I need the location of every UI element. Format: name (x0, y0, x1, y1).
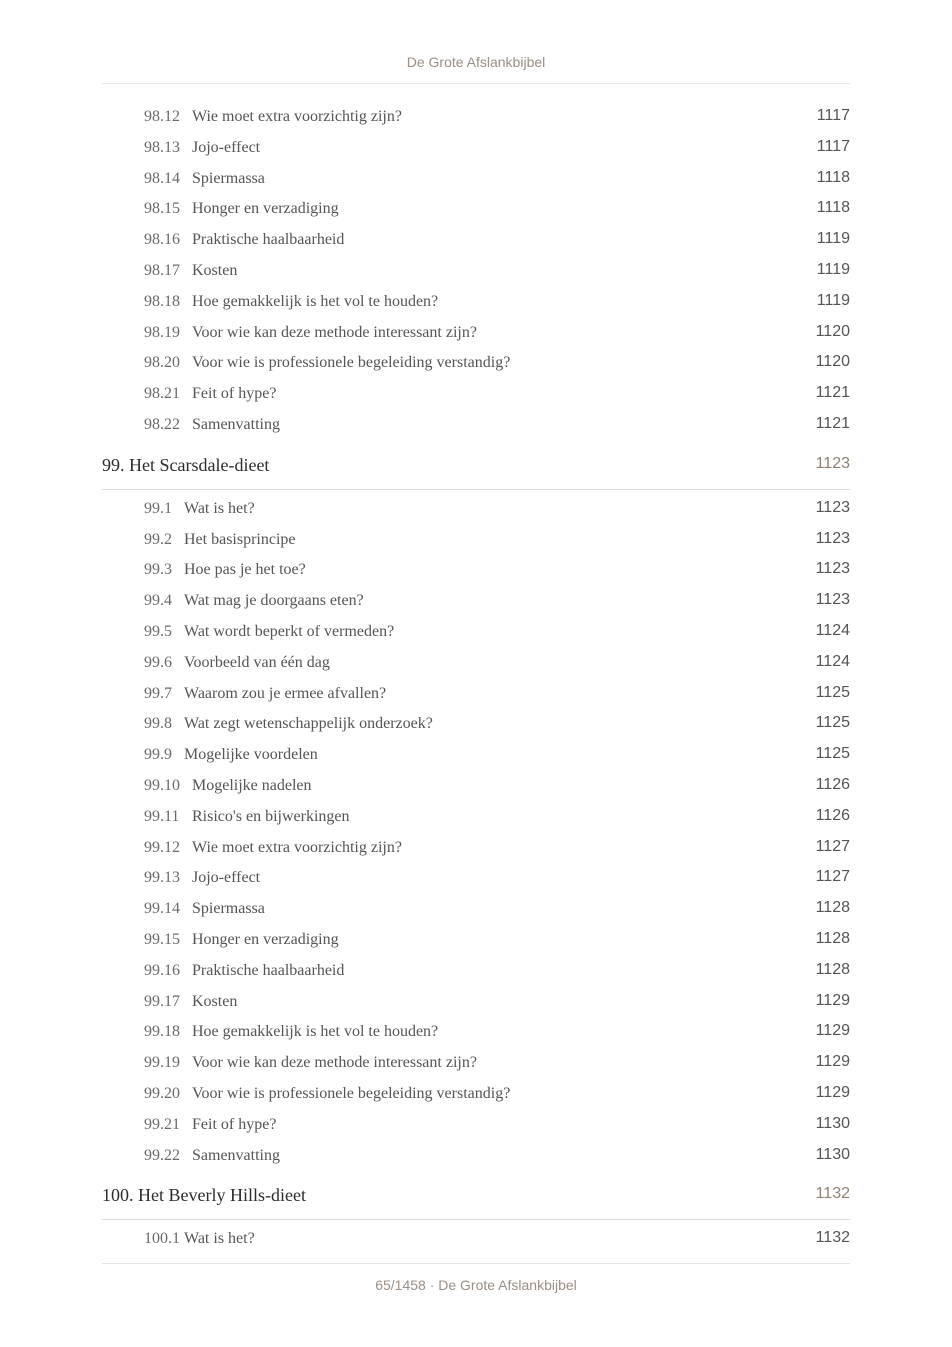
section-page-number: 1124 (815, 652, 850, 670)
section-number: 100.1 (144, 1230, 180, 1248)
section-number: 99.12 (144, 838, 180, 856)
section-title: Voor wie kan deze methode interessant zijn? (192, 1054, 477, 1072)
table-of-contents (102, 102, 850, 1255)
section-number: 99.10 (144, 776, 180, 794)
section-page-number: 1118 (816, 199, 850, 217)
section-page-number: 1124 (815, 621, 850, 639)
section-title: Mogelijke nadelen (192, 776, 312, 794)
section-title: Samenvatting (192, 415, 280, 433)
section-title: Hoe gemakkelijk is het vol te houden? (192, 292, 439, 310)
toc-entry[interactable] (102, 1141, 850, 1172)
section-title: Hoe pas je het toe? (184, 561, 306, 579)
section-number: 99.11 (144, 807, 180, 825)
section-title: Spiermassa (192, 900, 265, 918)
section-number: 99.20 (144, 1084, 180, 1102)
section-page-number: 1121 (815, 384, 850, 402)
toc-entry[interactable] (102, 318, 850, 349)
toc-entry[interactable] (102, 225, 850, 256)
toc-entry[interactable] (102, 956, 850, 987)
section-title: Wat wordt beperkt of vermeden? (184, 622, 395, 640)
toc-entry[interactable] (102, 102, 850, 133)
section-title: Wat is het? (184, 1230, 255, 1248)
section-title: Wie moet extra voorzichtig zijn? (192, 838, 402, 856)
toc-entry[interactable] (102, 679, 850, 710)
toc-entry[interactable] (102, 802, 850, 833)
page-footer (102, 1263, 850, 1293)
toc-entry[interactable] (102, 771, 850, 802)
section-title: Jojo-effect (192, 869, 261, 887)
section-title: Mogelijke voordelen (184, 746, 318, 764)
section-page-number: 1129 (815, 1022, 850, 1040)
toc-entry[interactable] (102, 617, 850, 648)
section-page-number: 1125 (815, 714, 850, 732)
toc-entry[interactable] (102, 348, 850, 379)
section-page-number: 1117 (816, 137, 850, 155)
toc-entry[interactable] (102, 1110, 850, 1141)
section-page-number: 1130 (815, 1145, 850, 1163)
toc-entry[interactable] (102, 648, 850, 679)
toc-entry[interactable] (102, 1017, 850, 1048)
section-title: Risico's en bijwerkingen (192, 807, 350, 825)
section-title: Samenvatting (192, 1146, 280, 1164)
toc-entry[interactable] (102, 925, 850, 956)
toc-entry[interactable] (102, 256, 850, 287)
section-page-number: 1119 (816, 291, 850, 309)
section-number: 99.18 (144, 1023, 180, 1041)
section-title: Feit of hype? (192, 1115, 277, 1133)
toc-entry[interactable] (102, 379, 850, 410)
section-number: 99.5 (144, 622, 172, 640)
toc-entry[interactable] (102, 494, 850, 525)
section-number: 99.17 (144, 992, 180, 1010)
section-title: Honger en verzadiging (192, 930, 339, 948)
section-page-number: 1120 (815, 322, 850, 340)
section-page-number: 1128 (815, 929, 850, 947)
toc-entry[interactable] (102, 740, 850, 771)
section-number: 98.19 (144, 323, 180, 341)
section-number: 99.6 (144, 653, 172, 671)
section-page-number: 1126 (815, 806, 850, 824)
section-title: Praktische haalbaarheid (192, 231, 345, 249)
toc-entry[interactable] (102, 1079, 850, 1110)
toc-chapter[interactable] (102, 445, 850, 490)
section-page-number: 1117 (816, 107, 850, 124)
section-number: 98.18 (144, 292, 180, 310)
section-number: 98.21 (144, 385, 180, 403)
section-page-number: 1123 (815, 591, 850, 609)
section-number: 99.8 (144, 715, 172, 733)
section-page-number: 1130 (815, 1114, 850, 1132)
section-number: 99.3 (144, 561, 172, 579)
toc-entry[interactable] (102, 555, 850, 586)
toc-entry[interactable] (102, 1224, 850, 1255)
section-title: Voor wie kan deze methode interessant zijn? (192, 323, 477, 341)
section-title: Kosten (192, 992, 238, 1010)
toc-entry[interactable] (102, 287, 850, 318)
toc-entry[interactable] (102, 709, 850, 740)
section-page-number: 1127 (815, 837, 850, 855)
toc-entry[interactable] (102, 194, 850, 225)
section-number: 99.9 (144, 746, 172, 764)
toc-entry[interactable] (102, 164, 850, 195)
toc-entry[interactable] (102, 410, 850, 441)
section-title: Kosten (192, 261, 238, 279)
page-indicator: 65/1458 · De Grote Afslankbijbel (375, 1277, 577, 1293)
section-number: 98.13 (144, 138, 180, 156)
chapter-title: 99. Het Scarsdale-dieet (102, 454, 270, 475)
section-title: Praktische haalbaarheid (192, 961, 345, 979)
toc-entry[interactable] (102, 525, 850, 556)
section-number: 99.15 (144, 930, 180, 948)
section-page-number: 1123 (815, 560, 850, 578)
chapter-page-number: 1132 (815, 1185, 850, 1203)
section-number: 98.14 (144, 169, 180, 187)
section-title: Wat zegt wetenschappelijk onderzoek? (184, 715, 433, 733)
toc-chapter[interactable] (102, 1175, 850, 1220)
section-title: Voorbeeld van één dag (184, 653, 330, 671)
section-number: 99.13 (144, 869, 180, 887)
section-title: Feit of hype? (192, 385, 277, 403)
section-number: 99.4 (144, 592, 172, 610)
toc-entry[interactable] (102, 833, 850, 864)
section-title: Spiermassa (192, 169, 265, 187)
section-number: 98.17 (144, 261, 180, 279)
section-title: Wat mag je doorgaans eten? (184, 592, 364, 610)
section-page-number: 1118 (816, 168, 850, 186)
section-title: Voor wie is professionele begeleiding verstandig? (192, 354, 511, 372)
section-page-number: 1129 (815, 991, 850, 1009)
page-header (102, 52, 850, 84)
section-number: 99.19 (144, 1054, 180, 1072)
section-page-number: 1119 (816, 260, 850, 278)
section-number: 98.22 (144, 415, 180, 433)
section-page-number: 1127 (815, 868, 850, 886)
section-page-number: 1126 (815, 775, 850, 793)
section-page-number: 1125 (815, 683, 850, 701)
section-page-number: 1128 (815, 899, 850, 917)
section-number: 99.2 (144, 530, 172, 548)
section-page-number: 1129 (815, 1083, 850, 1101)
toc-entry[interactable] (102, 987, 850, 1018)
section-page-number: 1129 (815, 1053, 850, 1071)
section-page-number: 1121 (815, 414, 850, 432)
section-number: 99.7 (144, 684, 172, 702)
section-page-number: 1123 (815, 529, 850, 547)
section-title: Voor wie is professionele begeleiding verstandig? (192, 1084, 511, 1102)
section-page-number: 1132 (815, 1229, 850, 1247)
running-title: De Grote Afslankbijbel (406, 54, 546, 70)
section-title: Jojo-effect (192, 138, 261, 156)
section-number: 99.21 (144, 1115, 180, 1133)
section-title: Honger en verzadiging (192, 200, 339, 218)
toc-entry[interactable] (102, 894, 850, 925)
section-page-number: 1120 (815, 353, 850, 371)
section-title: Wat is het? (184, 499, 255, 517)
section-title: Het basisprincipe (184, 530, 296, 548)
section-number: 98.16 (144, 231, 180, 249)
section-number: 99.14 (144, 900, 180, 918)
section-number: 99.16 (144, 961, 180, 979)
toc-entry[interactable] (102, 863, 850, 894)
chapter-page-number: 1123 (815, 454, 850, 472)
section-number: 99.1 (144, 499, 172, 517)
section-number: 98.12 (144, 108, 180, 125)
section-page-number: 1125 (815, 745, 850, 763)
section-page-number: 1119 (816, 230, 850, 248)
section-title: Wie moet extra voorzichtig zijn? (192, 108, 402, 125)
toc-entry[interactable] (102, 586, 850, 617)
section-page-number: 1123 (815, 498, 850, 516)
chapter-title: 100. Het Beverly Hills-dieet (102, 1185, 306, 1206)
section-number: 99.22 (144, 1146, 180, 1164)
toc-entry[interactable] (102, 133, 850, 164)
section-page-number: 1128 (815, 960, 850, 978)
section-number: 98.15 (144, 200, 180, 218)
toc-entry[interactable] (102, 1048, 850, 1079)
section-number: 98.20 (144, 354, 180, 372)
section-title: Hoe gemakkelijk is het vol te houden? (192, 1023, 439, 1041)
section-title: Waarom zou je ermee afvallen? (184, 684, 387, 702)
